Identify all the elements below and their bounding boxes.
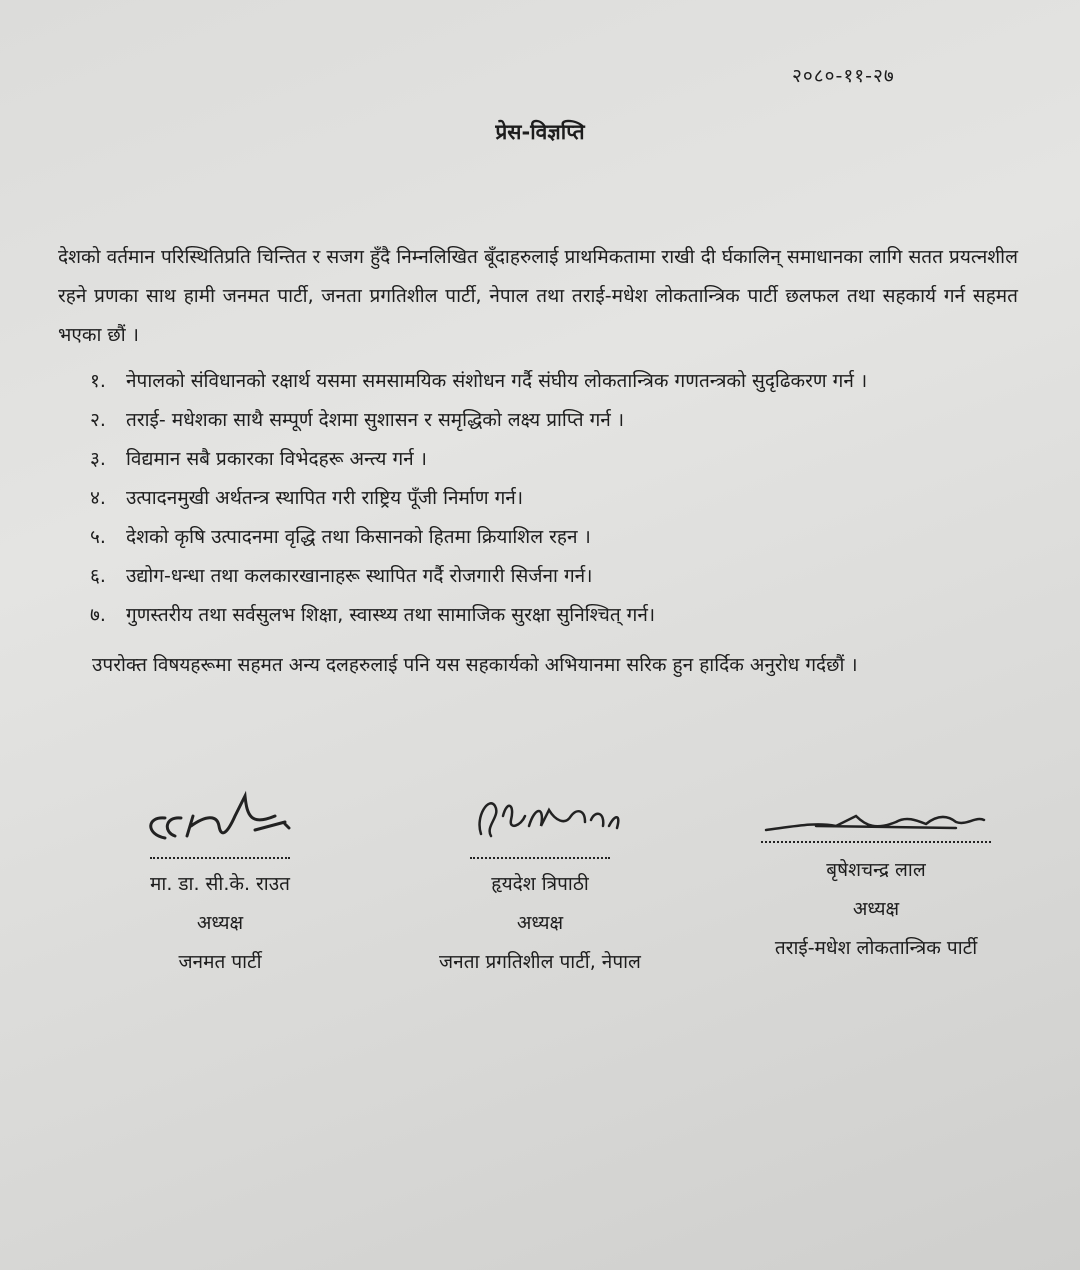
- signatory-block-3: [716, 786, 1036, 968]
- point-number: १.: [90, 370, 106, 392]
- list-item: [90, 557, 867, 596]
- point-number: ४.: [90, 487, 106, 509]
- handwritten-signature-2: [445, 786, 635, 856]
- document-date: २०८०-११-२७: [792, 65, 895, 87]
- point-text: विद्यमान सबै प्रकारका विभेदहरू अन्त्य गर्न ।: [126, 448, 427, 470]
- signatory-name: बृषेशचन्द्र लाल: [826, 859, 926, 881]
- point-text: उद्योग-धन्धा तथा कलकारखानाहरू स्थापित गर्दै रोजगारी सिर्जना गर्न।: [126, 565, 593, 587]
- point-text: नेपालको संविधानको रक्षार्थ यसमा समसामयिक संशोधन गर्दै संघीय लोकतान्त्रिक गणतन्त्रको सुदृढिकरण गर्न ।: [126, 370, 868, 392]
- closing-statement: उपरोक्त विषयहरूमा सहमत अन्य दलहरुलाई पनि यस सहकार्यको अभियानमा सरिक हुन हार्दिक अनुरोध गर्दछौं ।: [92, 654, 858, 676]
- signatory-name: मा. डा. सी.के. राउत: [150, 873, 290, 895]
- point-number: ७.: [90, 604, 106, 626]
- point-text: गुणस्तरीय तथा सर्वसुलभ शिक्षा, स्वास्थ्य तथा सामाजिक सुरक्षा सुनिश्चित् गर्न।: [126, 604, 656, 626]
- point-number: ३.: [90, 448, 106, 470]
- signatory-party: तराई-मधेश लोकतान्त्रिक पार्टी: [774, 937, 978, 959]
- signatory-role: अध्यक्ष: [516, 912, 564, 934]
- point-number: २.: [90, 409, 106, 431]
- signatory-name: हृयदेश त्रिपाठी: [491, 873, 589, 895]
- signatory-block-2: [380, 786, 700, 982]
- signature-line: [150, 856, 290, 859]
- signatory-role: अध्यक्ष: [196, 912, 244, 934]
- signatory-role: अध्यक्ष: [852, 898, 900, 920]
- point-text: देशको कृषि उत्पादनमा वृद्धि तथा किसानको हितमा क्रियाशिल रहन ।: [126, 526, 591, 548]
- signatory-block-1: [60, 786, 380, 982]
- list-item: [90, 362, 867, 401]
- list-item: [90, 518, 867, 557]
- agreement-points-list: [90, 362, 867, 635]
- point-text: उत्पादनमुखी अर्थतन्त्र स्थापित गरी राष्ट्रिय पूँजी निर्माण गर्न।: [126, 487, 524, 509]
- signatory-party: जनता प्रगतिशील पार्टी, नेपाल: [439, 951, 641, 973]
- point-number: ५.: [90, 526, 106, 548]
- handwritten-signature-3: [756, 786, 996, 846]
- list-item: [90, 440, 867, 479]
- document-title: प्रेस-विज्ञप्ति: [495, 120, 585, 144]
- list-item: [90, 596, 867, 635]
- point-number: ६.: [90, 565, 106, 587]
- intro-paragraph: देशको वर्तमान परिस्थितिप्रति चिन्तित र सजग हुँदै निम्नलिखित बूँदाहरुलाई प्राथमिकतामा राखी दी र्घकालिन् समाधानका लागि सतत प्रयत्नशील रहने प्रणका साथ हामी जनमत पार्टी, जनता प्रगतिशील पार्टी, नेपाल तथा तराई-मधेश लोकतान्त्रिक पार्टी छलफल तथा सहकार्य गर्न सहमत भएका छौं ।: [58, 246, 1018, 346]
- list-item: [90, 479, 867, 518]
- signature-line: [470, 856, 610, 859]
- point-text: तराई- मधेशका साथै सम्पूर्ण देशमा सुशासन र समृद्धिको लक्ष्य प्राप्ति गर्न ।: [126, 409, 625, 431]
- signature-line: [761, 840, 991, 843]
- list-item: [90, 401, 867, 440]
- handwritten-signature-1: [135, 786, 305, 856]
- signatory-party: जनमत पार्टी: [178, 951, 262, 973]
